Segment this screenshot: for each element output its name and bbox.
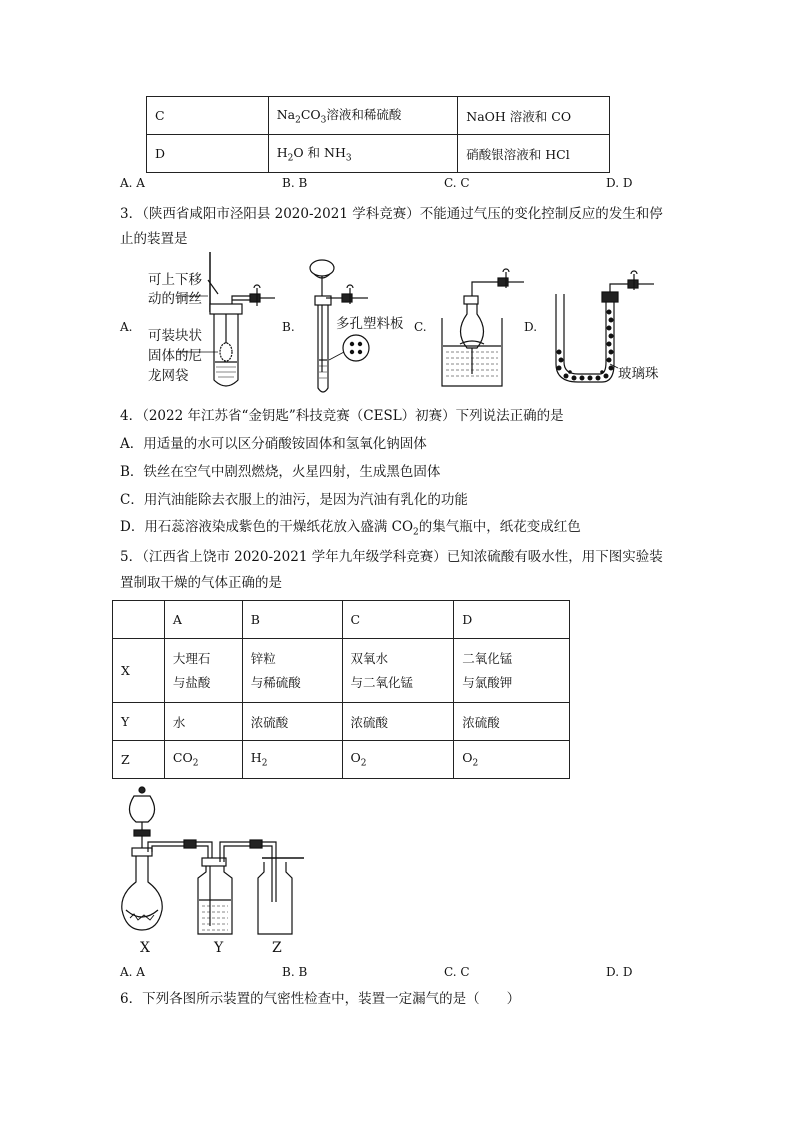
subscript: 2 [295, 115, 301, 126]
table-cell: 硝酸银溶液和 HCl [458, 135, 610, 173]
label-nylon-bag-2: 固体的尼 [148, 348, 202, 364]
apparatus-label-y: Y [214, 940, 224, 956]
label-porous-plate: 多孔塑料板 [336, 316, 404, 332]
cell-line: 双氧水 [350, 650, 389, 666]
subscript: 2 [287, 153, 294, 164]
label-movable-copper-1: 可上下移 [148, 272, 202, 288]
option-d[interactable]: D. D [606, 965, 633, 979]
table-cell [268, 135, 458, 173]
formula: H [250, 750, 262, 766]
table-cell: 浓硫酸 [342, 703, 454, 741]
formula: O [462, 750, 473, 766]
table-cell [342, 639, 454, 703]
row-label-z: Z [113, 741, 165, 779]
apparatus-label-x: X [140, 940, 150, 956]
formula: O [350, 750, 361, 766]
table-row [113, 703, 570, 741]
q3-letter-d[interactable]: D. [524, 320, 538, 334]
cell-text: CO [300, 107, 321, 123]
subscript: 3 [345, 153, 352, 164]
q3-letter-c[interactable]: C. [414, 320, 427, 334]
table-cell [268, 97, 458, 135]
option-c[interactable]: C. C [444, 176, 470, 190]
option-a[interactable]: A. A [120, 176, 145, 190]
formula: CO [172, 750, 193, 766]
option-a[interactable]: A. A [120, 965, 145, 979]
cell-line: 大理石 [172, 650, 211, 666]
option-text: D．用石蕊溶液染成紫色的干燥纸花放入盛满 CO [120, 519, 414, 535]
table-cell: NaOH 溶液和 CO [458, 97, 610, 135]
table-cell [164, 741, 242, 779]
row-label-y: Y [113, 703, 165, 741]
table-header-b: B [242, 601, 342, 639]
q3-letter-b[interactable]: B. [282, 320, 295, 334]
label-movable-copper-2: 动的铜丝 [148, 291, 202, 307]
table-row [113, 639, 570, 703]
table-cell [342, 741, 454, 779]
option-c[interactable]: C. C [444, 965, 470, 979]
q4-option-b[interactable]: B．铁丝在空气中剧烈燃烧，火星四射，生成黑色固体 [120, 464, 441, 480]
q3-letter-a[interactable]: A. [120, 320, 133, 334]
option-d[interactable]: D. D [606, 176, 633, 190]
answer-table-top [146, 96, 610, 173]
table-cell: 浓硫酸 [454, 703, 570, 741]
table-cell [113, 601, 165, 639]
table-cell [242, 741, 342, 779]
cell-line: 与二氧化锰 [350, 674, 414, 690]
table-cell [454, 639, 570, 703]
subscript: 2 [413, 527, 419, 538]
q5-table [112, 600, 570, 779]
q4-option-d[interactable] [120, 516, 680, 544]
table-row [113, 601, 570, 639]
table-cell: 浓硫酸 [242, 703, 342, 741]
cell-text: Na [276, 107, 296, 123]
table-cell: 水 [164, 703, 242, 741]
q5-apparatus-figure [114, 782, 314, 942]
table-cell [454, 741, 570, 779]
subscript: 2 [472, 758, 479, 769]
table-cell: C [147, 97, 269, 135]
table-row [147, 97, 610, 135]
cell-line: 与稀硫酸 [250, 674, 301, 690]
table-cell: D [147, 135, 269, 173]
option-text: 的集气瓶中，纸花变成红色 [418, 519, 581, 535]
subscript: 2 [261, 758, 268, 769]
q3-apparatus-figure [110, 252, 690, 400]
option-b[interactable]: B. B [282, 176, 308, 190]
cell-line: 与氯酸钾 [462, 674, 513, 690]
q4-option-c[interactable]: C．用汽油能除去衣服上的油污，是因为汽油有乳化的功能 [120, 492, 468, 508]
option-b[interactable]: B. B [282, 965, 308, 979]
cell-line: 二氧化锰 [462, 650, 513, 666]
label-nylon-bag-1: 可装块状 [148, 328, 202, 344]
table-header-d: D [454, 601, 570, 639]
row-label-x: X [113, 639, 165, 703]
question-4-stem: 4．（2022 年江苏省“金钥匙”科技竞赛（CESL）初赛）下列说法正确的是 [120, 408, 564, 424]
question-5-stem: 5．（江西省上饶市 2020-2021 学年九年级学科竞赛）已知浓硫酸有吸水性，用下图实验装置制取干燥的气体正确的是 [120, 549, 663, 591]
table-row [147, 135, 610, 173]
cell-text: 溶液和稀硫酸 [326, 107, 402, 123]
subscript: 3 [320, 115, 327, 126]
subscript: 2 [360, 758, 367, 769]
cell-text: O 和 NH [293, 145, 346, 161]
cell-line: 锌粒 [250, 650, 276, 666]
label-nylon-bag-3: 龙网袋 [148, 368, 189, 384]
table-cell [164, 639, 242, 703]
apparatus-label-z: Z [272, 940, 282, 956]
question-3-stem: 3．（陕西省咸阳市泾阳县 2020-2021 学科竞赛）不能通过气压的变化控制反应的发生和停止的装置是 [120, 206, 663, 247]
q4-option-a[interactable]: A．用适量的水可以区分硝酸铵固体和氢氧化钠固体 [120, 436, 427, 452]
table-header-c: C [342, 601, 454, 639]
table-row [113, 741, 570, 779]
label-glass-beads: 玻璃珠 [618, 366, 659, 382]
table-header-a: A [164, 601, 242, 639]
table-cell [242, 639, 342, 703]
question-6-stem: 6．下列各图所示装置的气密性检查中，装置一定漏气的是（ ） [120, 991, 521, 1007]
subscript: 2 [192, 758, 199, 769]
cell-text: H [276, 145, 288, 161]
cell-line: 与盐酸 [172, 674, 211, 690]
